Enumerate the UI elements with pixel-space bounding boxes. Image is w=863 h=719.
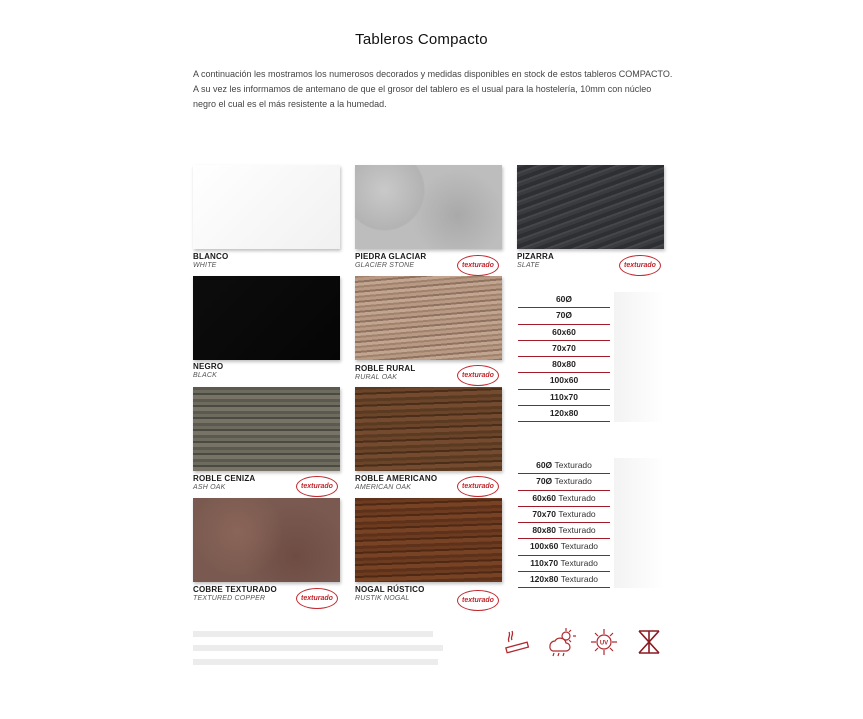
size-row: 110x70 [518, 390, 610, 406]
size-value: 60Ø [536, 460, 553, 470]
texturado-badge: texturado [457, 590, 499, 611]
swatch-name: BLANCO [193, 252, 229, 261]
size-finish: Texturado [560, 557, 598, 568]
size-value: 100x60 [529, 541, 559, 552]
swatch-negro [193, 276, 340, 360]
uv-resistant-icon [589, 627, 619, 657]
weather-resistant-icon [545, 627, 577, 657]
swatch-blanco [193, 165, 340, 249]
page-title: Tableros Compacto [355, 31, 488, 48]
size-row: 100x60 [518, 373, 610, 389]
size-finish: Texturado [560, 574, 599, 585]
swatch-name: NOGAL RÚSTICO [355, 585, 425, 594]
size-row: 120x80 [518, 406, 610, 422]
size-value: 110x70 [530, 557, 559, 568]
sizes-plain-list [518, 292, 610, 422]
texturado-badge: texturado [457, 476, 499, 497]
size-value: 80x80 [532, 525, 556, 536]
swatch-sub: RURAL OAK [355, 374, 398, 381]
size-row [518, 556, 610, 572]
sizes-textured-list [518, 458, 610, 588]
size-value: 70Ø [536, 476, 553, 487]
size-finish: Texturado [554, 460, 592, 470]
faded-footer-line [193, 659, 438, 665]
size-row [518, 474, 610, 490]
texturado-badge: texturado [619, 255, 661, 276]
swatch-name: NEGRO [193, 362, 224, 371]
swatch-sub: WHITE [193, 262, 217, 269]
cigarette-resistant-icon [502, 628, 532, 656]
swatch-roble-rural [355, 276, 502, 360]
texturado-badge: texturado [296, 588, 338, 609]
swatch-cobre-texturado [193, 498, 340, 582]
size-row: 70Ø [518, 308, 610, 324]
texturado-badge: texturado [296, 476, 338, 497]
no-scratch-icon [635, 628, 663, 656]
size-row: 60Ø [518, 292, 610, 308]
swatch-sub: TEXTURED COPPER [193, 595, 266, 602]
swatch-name: ROBLE RURAL [355, 364, 416, 373]
swatch-roble-ceniza [193, 387, 340, 471]
swatch-sub: BLACK [193, 372, 217, 379]
swatch-sub: SLATE [517, 262, 540, 269]
faded-footer-line [193, 645, 443, 651]
swatch-sub: RUSTIK NOGAL [355, 595, 410, 602]
size-row: 70x70 [518, 341, 610, 357]
swatch-name: ROBLE AMERICANO [355, 474, 438, 483]
swatch-pizarra [517, 165, 664, 249]
size-finish: Texturado [554, 476, 592, 487]
size-row [518, 572, 610, 588]
swatch-name: ROBLE CENIZA [193, 474, 256, 483]
size-value: 70x70 [532, 508, 556, 519]
size-value: 60x60 [532, 492, 556, 503]
size-row [518, 523, 610, 539]
texturado-badge: texturado [457, 255, 499, 276]
swatch-name: PIZARRA [517, 252, 554, 261]
size-finish: Texturado [558, 525, 596, 536]
size-finish: Texturado [560, 541, 599, 552]
swatch-name: COBRE TEXTURADO [193, 585, 277, 594]
size-row: 60x60 [518, 325, 610, 341]
size-row [518, 491, 610, 507]
swatch-piedra-glaciar [355, 165, 502, 249]
swatch-sub: AMERICAN OAK [355, 484, 412, 491]
swatch-roble-americano [355, 387, 502, 471]
faded-footer-line [193, 631, 433, 637]
swatch-sub: GLACIER STONE [355, 262, 415, 269]
swatch-nogal-rustico [355, 498, 502, 582]
size-value: 120x80 [529, 574, 559, 585]
texturado-badge: texturado [457, 365, 499, 386]
swatch-name: PIEDRA GLACIAR [355, 252, 427, 261]
size-row [518, 539, 610, 555]
size-finish: Texturado [558, 492, 596, 503]
size-row [518, 458, 610, 474]
size-row: 80x80 [518, 357, 610, 373]
swatch-sub: ASH OAK [193, 484, 226, 491]
intro-paragraph: A continuación les mostramos los numerosos decorados y medidas disponibles en stock de estos tableros COMPACTO. A su vez les informamos de antemano de que el grosor del tablero es el usual para la hostelería, 10mm con núcleo negro el cual es el más resistente a la humedad. [193, 69, 673, 109]
size-finish: Texturado [558, 508, 596, 519]
size-row [518, 507, 610, 523]
svg-text:UV: UV [599, 640, 609, 647]
